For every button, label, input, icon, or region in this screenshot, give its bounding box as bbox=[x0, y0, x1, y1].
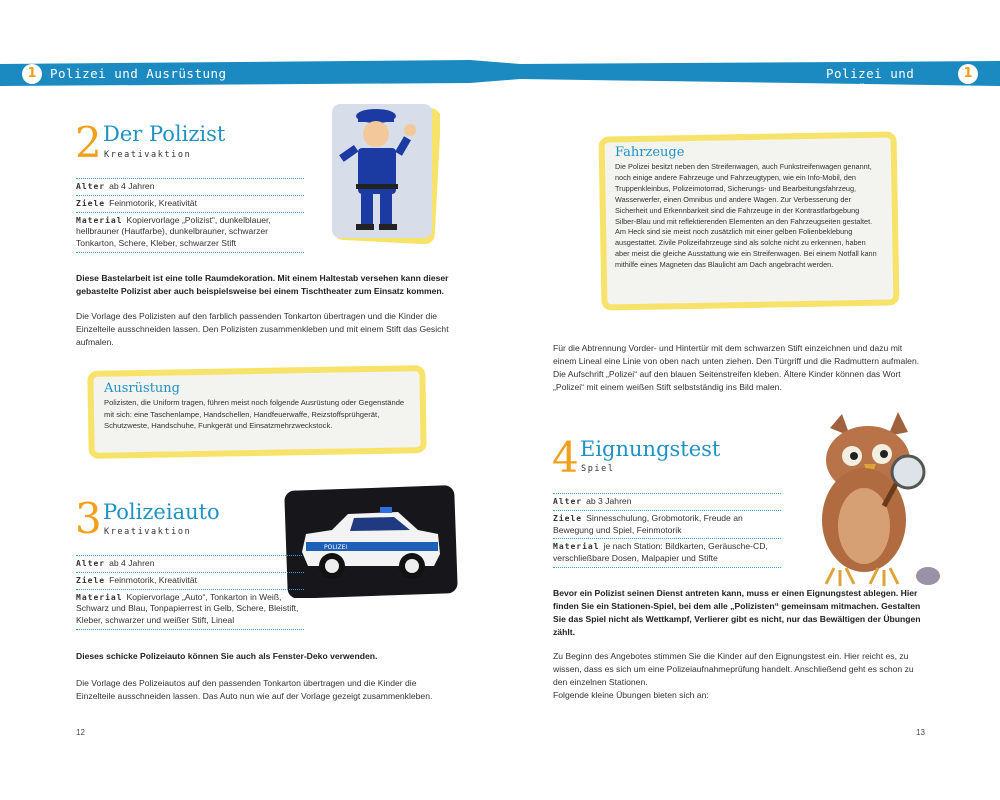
section-title: Polizeiauto bbox=[103, 500, 220, 524]
section3-text: Die Vorlage des Polizeiautos auf den passenden Tonkarton übertragen und die Kinder die Einzelteile ausschneiden lassen. Das Auto nun wie auf der Vorlage gezeigt zusammenkleben. bbox=[76, 678, 433, 701]
info-value: Feinmotorik, Kreativität bbox=[109, 574, 197, 585]
info-row-material bbox=[76, 590, 304, 630]
page-number-left: 12 bbox=[76, 728, 85, 737]
info-label: Alter bbox=[76, 559, 106, 568]
section-subtitle: Kreativaktion bbox=[104, 527, 192, 537]
info-value: je nach Station: Bildkarten, Geräusche-CD, verschließbare Dosen, Malpapier und Stifte bbox=[553, 541, 768, 564]
info-label: Material bbox=[553, 542, 600, 552]
box-title: Ausrüstung bbox=[104, 381, 180, 396]
section-number: 4 bbox=[552, 433, 579, 482]
section3-intro bbox=[76, 650, 452, 663]
info-value: ab 3 Jahren bbox=[586, 496, 632, 506]
section4-intro bbox=[553, 587, 925, 639]
box-title: Fahrzeuge bbox=[615, 145, 685, 160]
car-label: POLIZEI bbox=[324, 544, 348, 551]
info-value: ab 4 Jahren bbox=[109, 181, 155, 191]
info-value: Kopiervorlage „Polizist“, dunkelblauer, hellbrauner (Hautfarbe), dunkelbrauner, schwarzer Tonkarton, Schere, Kleber, schwarzer Stift bbox=[76, 214, 271, 249]
section-subtitle: Spiel bbox=[581, 464, 615, 474]
info-row-age bbox=[553, 494, 781, 511]
section-subtitle: Kreativaktion bbox=[104, 150, 192, 160]
section4-intro-text: Bevor ein Polizist seinen Dienst antreten kann, muss er einen Eignungstest ablegen. Hier finden Sie ein Stationen-Spiel, bei dem alle „Polizisten“ gemeinsam mitmachen. Gestalten Sie das Spiel nicht als Wettkampf, Verlierer gibt es nicht, nur das Bewältigen der Übungen zählt. bbox=[553, 588, 921, 637]
section-number: 3 bbox=[75, 494, 102, 543]
info-block bbox=[76, 178, 304, 253]
info-row-material bbox=[76, 213, 304, 253]
section4-text: Zu Beginn des Angebotes stimmen Sie die Kinder auf den Eignungstest ein. Hier reicht es, zu wissen, dass es sich um eine Polizeiaufnahmeprüfung handelt. Anschließend geht es schon zu den einzelnen Stationen. bbox=[553, 651, 914, 687]
info-value: Kopiervorlage „Auto“, Tonkarton in Weiß, Schwarz und Blau, Tonpapierrest in Gelb, Schere, Bleistift, Kleber, schwarzer und weißer Stift, Lineal bbox=[76, 591, 299, 626]
section-title: Eignungstest bbox=[580, 437, 721, 461]
box-text: Polizisten, die Uniform tragen, führen meist noch folgende Ausrüstung oder Gegenstände mit sich: eine Taschenlampe, Handschellen, Handfeuerwaffe, Reizstoffsprühgerät, Schutzweste, Handschuhe, Funkgerät und Einsatzmehrzweckstock. bbox=[104, 398, 405, 431]
police-car-craft-image bbox=[284, 482, 458, 598]
running-head-left: Polizei und Ausrüstung bbox=[50, 66, 227, 81]
page-number-right: 13 bbox=[916, 728, 925, 737]
section4-list-intro: Folgende kleine Übungen bieten sich an: bbox=[553, 690, 709, 700]
info-row-material bbox=[553, 539, 781, 568]
info-row-goals bbox=[76, 573, 304, 590]
info-label: Alter bbox=[553, 497, 583, 506]
info-value: ab 4 Jahren bbox=[109, 558, 155, 568]
info-row-goals bbox=[76, 196, 304, 213]
owl-detective-image bbox=[800, 408, 942, 594]
running-head-right: Polizei und Ausrüstung bbox=[826, 66, 915, 96]
info-label: Alter bbox=[76, 182, 106, 191]
info-label: Material bbox=[76, 592, 123, 602]
info-label: Ziele bbox=[76, 198, 106, 208]
section-title: Der Polizist bbox=[103, 122, 226, 146]
info-row-age bbox=[76, 179, 304, 196]
info-value: Sinnesschulung, Grobmotorik, Freude an Bewegung und Spiel, Feinmotorik bbox=[553, 512, 743, 535]
chapter-number-left: 1 bbox=[22, 64, 42, 84]
section2-intro bbox=[76, 272, 452, 298]
car-instructions-continued: Für die Abtrennung Vorder- und Hintertür mit dem schwarzen Stift einzeichnen und dazu mit einem Lineal eine Linie von oben nach unten ziehen. Den Türgriff und die Radmuttern aufmalen. Die Aufschrift „Polizei“ auf den blauen Seitenstreifen kleben. Ältere Kinder können das Wort „Polizei“ mit einem weißen Stift selbstständig ins Bild malen. bbox=[553, 343, 920, 392]
policeman-craft-image bbox=[328, 102, 440, 244]
info-row-age bbox=[76, 556, 304, 573]
info-value: Feinmotorik, Kreativität bbox=[109, 197, 197, 208]
info-block bbox=[76, 555, 304, 630]
info-label: Ziele bbox=[76, 575, 106, 585]
chapter-number-right: 1 bbox=[958, 64, 978, 84]
info-row-goals bbox=[553, 511, 781, 540]
section2-text: Die Vorlage des Polizisten auf den farblich passenden Tonkarton übertragen und die Kinder die Einzelteile ausschneiden lassen. Den Polizisten zusammenkleben und mit einem Stift das Gesicht aufmalen. bbox=[76, 311, 449, 347]
info-label: Ziele bbox=[553, 513, 583, 523]
info-block bbox=[553, 493, 781, 568]
info-label: Material bbox=[76, 215, 123, 225]
box-text: Die Polizei besitzt neben den Streifenwagen, auch Funkstreifenwagen genannt, noch einige andere Fahrzeuge und Fahrzeugtypen, wie ein Info-Mobil, den Truppenkleinbus, Polizeimotorrad, Sicherungs- und Bearbeitungsfahrzeug, Wasserwerfer, einen Omnibus und andere Wagen. Zur Verbesserung der Sicherheit und Erkennbarkeit sind die Fahrzeuge in der Kontrastfarbgebung Silber-Blau und mit reflektierenden Elementen an den Fahrzeugseiten gestaltet. Am Heck sind sie meist noch zusätzlich mit einer gelben Folienbeklebung ausgestattet. Zivile Polizeifahrzeuge sind als solche nicht zu erkennen, haben aber meist die gleiche Ausstattung wie ein Streifenwagen. Bei einem Notfall kann mithilfe eines Magneten das Blaulicht am Dach angebracht werden. bbox=[615, 162, 877, 270]
section2-intro-text: Diese Bastelarbeit ist eine tolle Raumdekoration. Mit einem Haltestab versehen kann dieser gebastelte Polizist aber auch beispielsweise bei einem Tischtheater zum Einsatz kommen. bbox=[76, 273, 449, 296]
section-number: 2 bbox=[75, 118, 102, 167]
section3-intro-text: Dieses schicke Polizeiauto können Sie auch als Fenster-Deko verwenden. bbox=[76, 651, 378, 661]
